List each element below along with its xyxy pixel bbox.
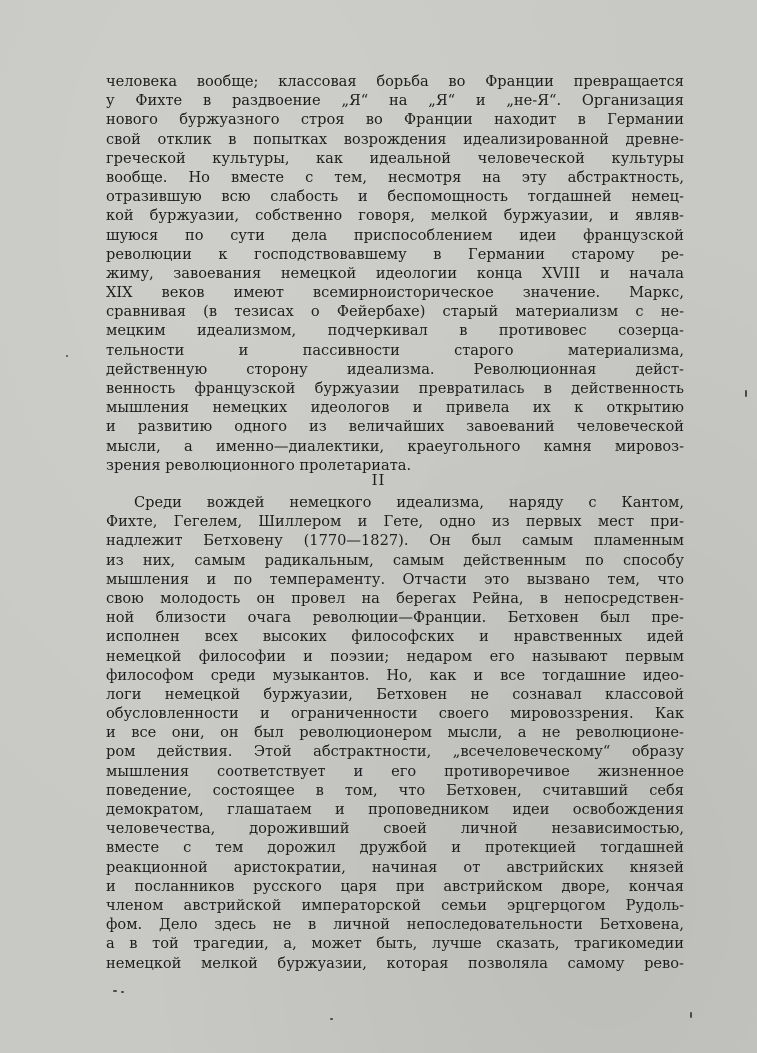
text-line: и развитию одного из величайших завоеваний человеческой xyxy=(106,418,684,436)
text-line: из них, самым радикальным, самым действенным по способу xyxy=(106,551,684,569)
text-line: человека вообще; классовая борьба во Франции превращается xyxy=(106,73,684,90)
text-line: а в той трагедии, а, может быть, лучше сказать, трагикомедии xyxy=(106,935,684,953)
text-line: и все они, он был революционером мысли, а не революционе- xyxy=(106,724,684,742)
text-line: обусловленности и ограниченности своего мировоззрения. Как xyxy=(106,705,684,723)
text-line: шуюся по сути дела приспособлением идеи французской xyxy=(106,226,684,244)
text-line: Фихте, Гегелем, Шиллером и Гете, одно из первых мест при- xyxy=(106,513,684,531)
text-line: зрения революционного пролетариата. xyxy=(106,456,412,474)
text-line: реакционной аристократии, начиная от австрийских князей xyxy=(106,858,684,876)
text-line: логи немецкой буржуазии, Бетховен не сознавал классовой xyxy=(106,685,684,703)
text-line: греческой культуры, как идеальной человеческой культуры xyxy=(106,149,684,167)
text-line: фом. Дело здесь не в личной непоследовательности Бетховена, xyxy=(106,916,684,934)
text-line: XIX веков имеют всемирноисторическое значение. Маркс, xyxy=(106,284,684,302)
text-line: свой отклик в попытках возрождения идеализированной древне- xyxy=(106,130,684,148)
text-line: свою молодость он провел на берегах Рейна, в непосредствен- xyxy=(106,589,684,607)
text-line: мышления и по темпераменту. Отчасти это вызвано тем, что xyxy=(106,570,684,588)
paragraph xyxy=(106,493,684,973)
paper-speck xyxy=(113,990,117,992)
text-line: мысли, а именно—диалектики, краеугольного камня мировоз- xyxy=(106,437,684,455)
text-line: венность французской буржуазии превратилась в действенность xyxy=(106,380,684,397)
text-line: мецким идеализмом, подчеркивал в противовес созерца- xyxy=(106,322,684,340)
paper-speck xyxy=(66,355,68,357)
text-line: кой буржуазии, собственно говоря, мелкой буржуазии, и являв- xyxy=(106,207,684,225)
text-line: и посланников русского царя при австрийском дворе, кончая xyxy=(106,877,684,895)
text-line: действенную сторону идеализма. Революционная дейст- xyxy=(106,360,684,378)
text-line: тельности и пассивности старого материализма, xyxy=(106,341,684,359)
text-line: человечества, дороживший своей личной независимостью, xyxy=(106,820,684,838)
text-line: у Фихте в раздвоение „Я“ на „Я“ и „не-Я“. Организация xyxy=(106,92,684,110)
text-line: вообще. Но вместе с тем, несмотря на эту абстрактность, xyxy=(106,168,684,186)
text-line: вместе с тем дорожил дружбой и протекцией тогдашней xyxy=(106,839,684,857)
text-line: поведение, состоящее в том, что Бетховен, считавший себя xyxy=(106,781,684,799)
section-number: II xyxy=(371,471,386,489)
text-line: немецкой мелкой буржуазии, которая позволяла самому рево- xyxy=(106,954,684,972)
text-line: Среди вождей немецкого идеализма, наряду с Кантом, xyxy=(134,494,684,511)
text-line: нового буржуазного строя во Франции находит в Германии xyxy=(106,111,684,129)
text-line: исполнен всех высоких философских и нравственных идей xyxy=(106,628,684,646)
text-line: членом австрийской императорской семьи эрцгерцогом Рудоль- xyxy=(106,896,684,914)
paper-speck xyxy=(330,1018,333,1020)
text-line: философом среди музыкантов. Но, как и все тогдашние идео- xyxy=(106,666,684,684)
text-line: жиму, завоевания немецкой идеологии конца XVIII и начала xyxy=(106,264,684,282)
paper-speck xyxy=(745,390,747,397)
text-line: демократом, глашатаем и проповедником идеи освобождения xyxy=(106,801,684,818)
paper-speck xyxy=(690,1012,692,1018)
paragraph-continuation xyxy=(106,72,684,475)
paper-speck xyxy=(121,991,124,993)
text-line: сравнивая (в тезисах о Фейербахе) старый материализм с не- xyxy=(106,303,684,321)
text-line: немецкой философии и поэзии; недаром его называют первым xyxy=(106,647,684,665)
text-line: надлежит Бетховену (1770—1827). Он был самым пламенным xyxy=(106,532,684,550)
text-line: мышления соответствует и его противоречивое жизненное xyxy=(106,762,684,780)
text-line: ной близости очага революции—Франции. Бетховен был пре- xyxy=(106,609,684,627)
text-line: отразившую всю слабость и беспомощность тогдашней немец- xyxy=(106,188,684,206)
text-line: мышления немецких идеологов и привела их к открытию xyxy=(106,399,684,417)
text-line: революции к господствовавшему в Германии старому ре- xyxy=(106,245,684,263)
text-line: ром действия. Этой абстрактности, „всечеловеческому“ образу xyxy=(106,743,684,761)
